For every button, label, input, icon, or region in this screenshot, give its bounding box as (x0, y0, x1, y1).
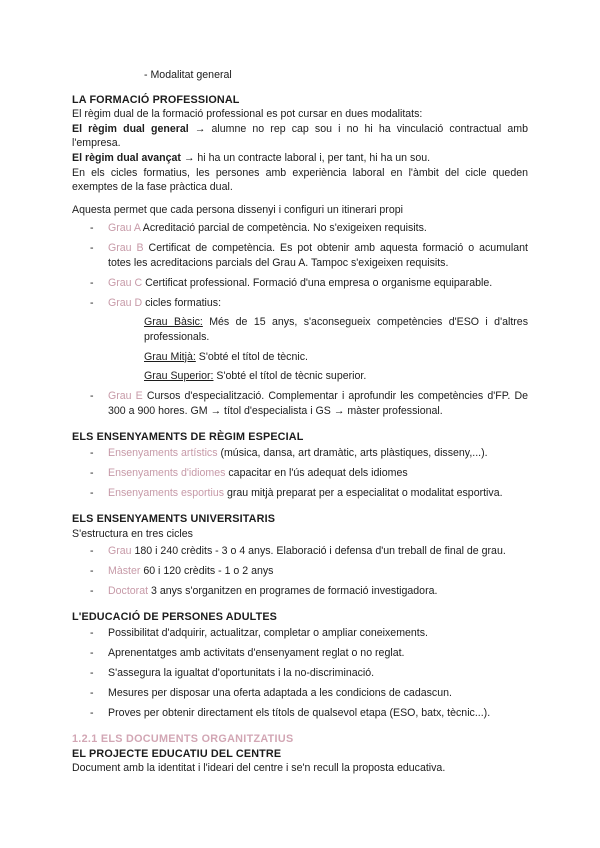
list-item: - Doctorat 3 anys s'organitzen en programes de formació investigadora. (72, 584, 528, 599)
list-item: - Màster 60 i 120 crèdits - 1 o 2 anys (72, 564, 528, 579)
list-item: - Grau A Acreditació parcial de competència. No s'exigeixen requisits. (72, 221, 528, 236)
fp-advanced (72, 151, 528, 166)
university-intro: S'estructura en tres cicles (72, 527, 193, 540)
grade-e-label: Grau E (108, 390, 143, 403)
list-item: - Aprenentatges amb activitats d'ensenyament reglat o no reglat. (72, 646, 528, 661)
document-page (72, 68, 528, 776)
list-item: - Ensenyaments esportius grau mitjà preparat per a especialitat o modalitat esportiva. (72, 486, 528, 501)
university-heading: ELS ENSENYAMENTS UNIVERSITARIS (72, 513, 276, 526)
list-item: - Proves per obtenir directament els títols de qualsevol etapa (ESO, batx, tècnic...). (72, 706, 528, 721)
list-item: - Possibilitat d'adquirir, actualitzar, completar o ampliar coneixements. (72, 626, 528, 641)
list-item: - Ensenyaments artístics (música, dansa, art dramàtic, arts plàstiques, disseny,...). (72, 446, 528, 461)
grade-d-label: Grau D (108, 296, 143, 309)
fp-general-label: El règim dual general (72, 122, 189, 135)
special-heading: ELS ENSENYAMENTS DE RÈGIM ESPECIAL (72, 430, 304, 443)
grades-list (72, 221, 528, 418)
grade-a-label: Grau A (108, 222, 141, 235)
fp-cycles: En els cicles formatius, les persones amb experiència laboral en l'àmbit del cicle queden exemptes de la fase pràctica dual. (72, 166, 528, 194)
list-item: - Grau 180 i 240 crèdits - 3 o 4 anys. Elaboració i defensa d'un treball de final de grau. (72, 544, 528, 559)
fp-itinerary: Aquesta permet que cada persona dissenyi i configuri un itinerari propi (72, 203, 403, 216)
pec-text: Document amb la identitat i l'ideari del centre i se'n recull la proposta educativa. (72, 762, 446, 775)
sub-item: Grau Bàsic: Més de 15 anys, s'aconsegueix competències d'ESO i d'altres professionals. (144, 316, 528, 344)
special-list (72, 446, 528, 501)
sub-item: Grau Superior: S'obté el títol de tècnic superior. (144, 370, 367, 383)
adults-heading: L'EDUCACIÓ DE PERSONES ADULTES (72, 610, 278, 623)
sub-item: Grau Mitjà: S'obté el títol de tècnic. (144, 350, 308, 363)
fp-heading: LA FORMACIÓ PROFESSIONAL (72, 93, 240, 106)
section-title: 1.2.1 ELS DOCUMENTS ORGANITZATIUS (72, 733, 294, 746)
fp-advanced-text: → hi ha un contracte laboral i, per tant, hi ha un sou. (180, 151, 431, 164)
modality-item: - Modalitat general (144, 69, 232, 81)
fp-general-text: → alumne no rep cap sou i no hi ha vinculació contractual amb l'empresa. (72, 122, 528, 150)
fp-advanced-label: El règim dual avançat (72, 151, 181, 164)
list-item: - Grau B Certificat de competència. Es pot obtenir amb aquesta formació o acumulant totes les acreditacions parcials del Grau A. Tampoc s'exigeixen requisits. (72, 241, 528, 270)
list-item: - Grau C Certificat professional. Formació d'una empresa o organisme equiparable. (72, 276, 528, 291)
adults-list (72, 626, 528, 721)
grade-d-sublist (144, 315, 528, 383)
grade-c-label: Grau C (108, 276, 143, 289)
fp-general (72, 122, 528, 151)
list-item: - Mesures per disposar una oferta adaptada a les condicions de cadascun. (72, 686, 528, 701)
list-item: - S'assegura la igualtat d'oportunitats i la no-discriminació. (72, 666, 528, 681)
pec-heading: EL PROJECTE EDUCATIU DEL CENTRE (72, 747, 282, 760)
grade-b-label: Grau B (108, 242, 144, 255)
list-item: - Grau D cicles formatius: Grau Bàsic: Més de 15 anys, s'aconsegueix competències d'ESO i d'altres professionals. Grau Mitjà: S'obté el títol de tècnic. Grau Superior: S'obté el títol de tècnic superior. (72, 296, 528, 384)
list-item: - Ensenyaments d'idiomes capacitar en l'ús adequat dels idiomes (72, 466, 528, 481)
list-item: - Grau E Cursos d'especialització. Complementar i aprofundir les competències d'FP. De 300 a 900 hores. GM → títol d'especialista i GS → màster professional. (72, 389, 528, 418)
university-list (72, 544, 528, 599)
fp-intro: El règim dual de la formació professional es pot cursar en dues modalitats: (72, 108, 423, 121)
